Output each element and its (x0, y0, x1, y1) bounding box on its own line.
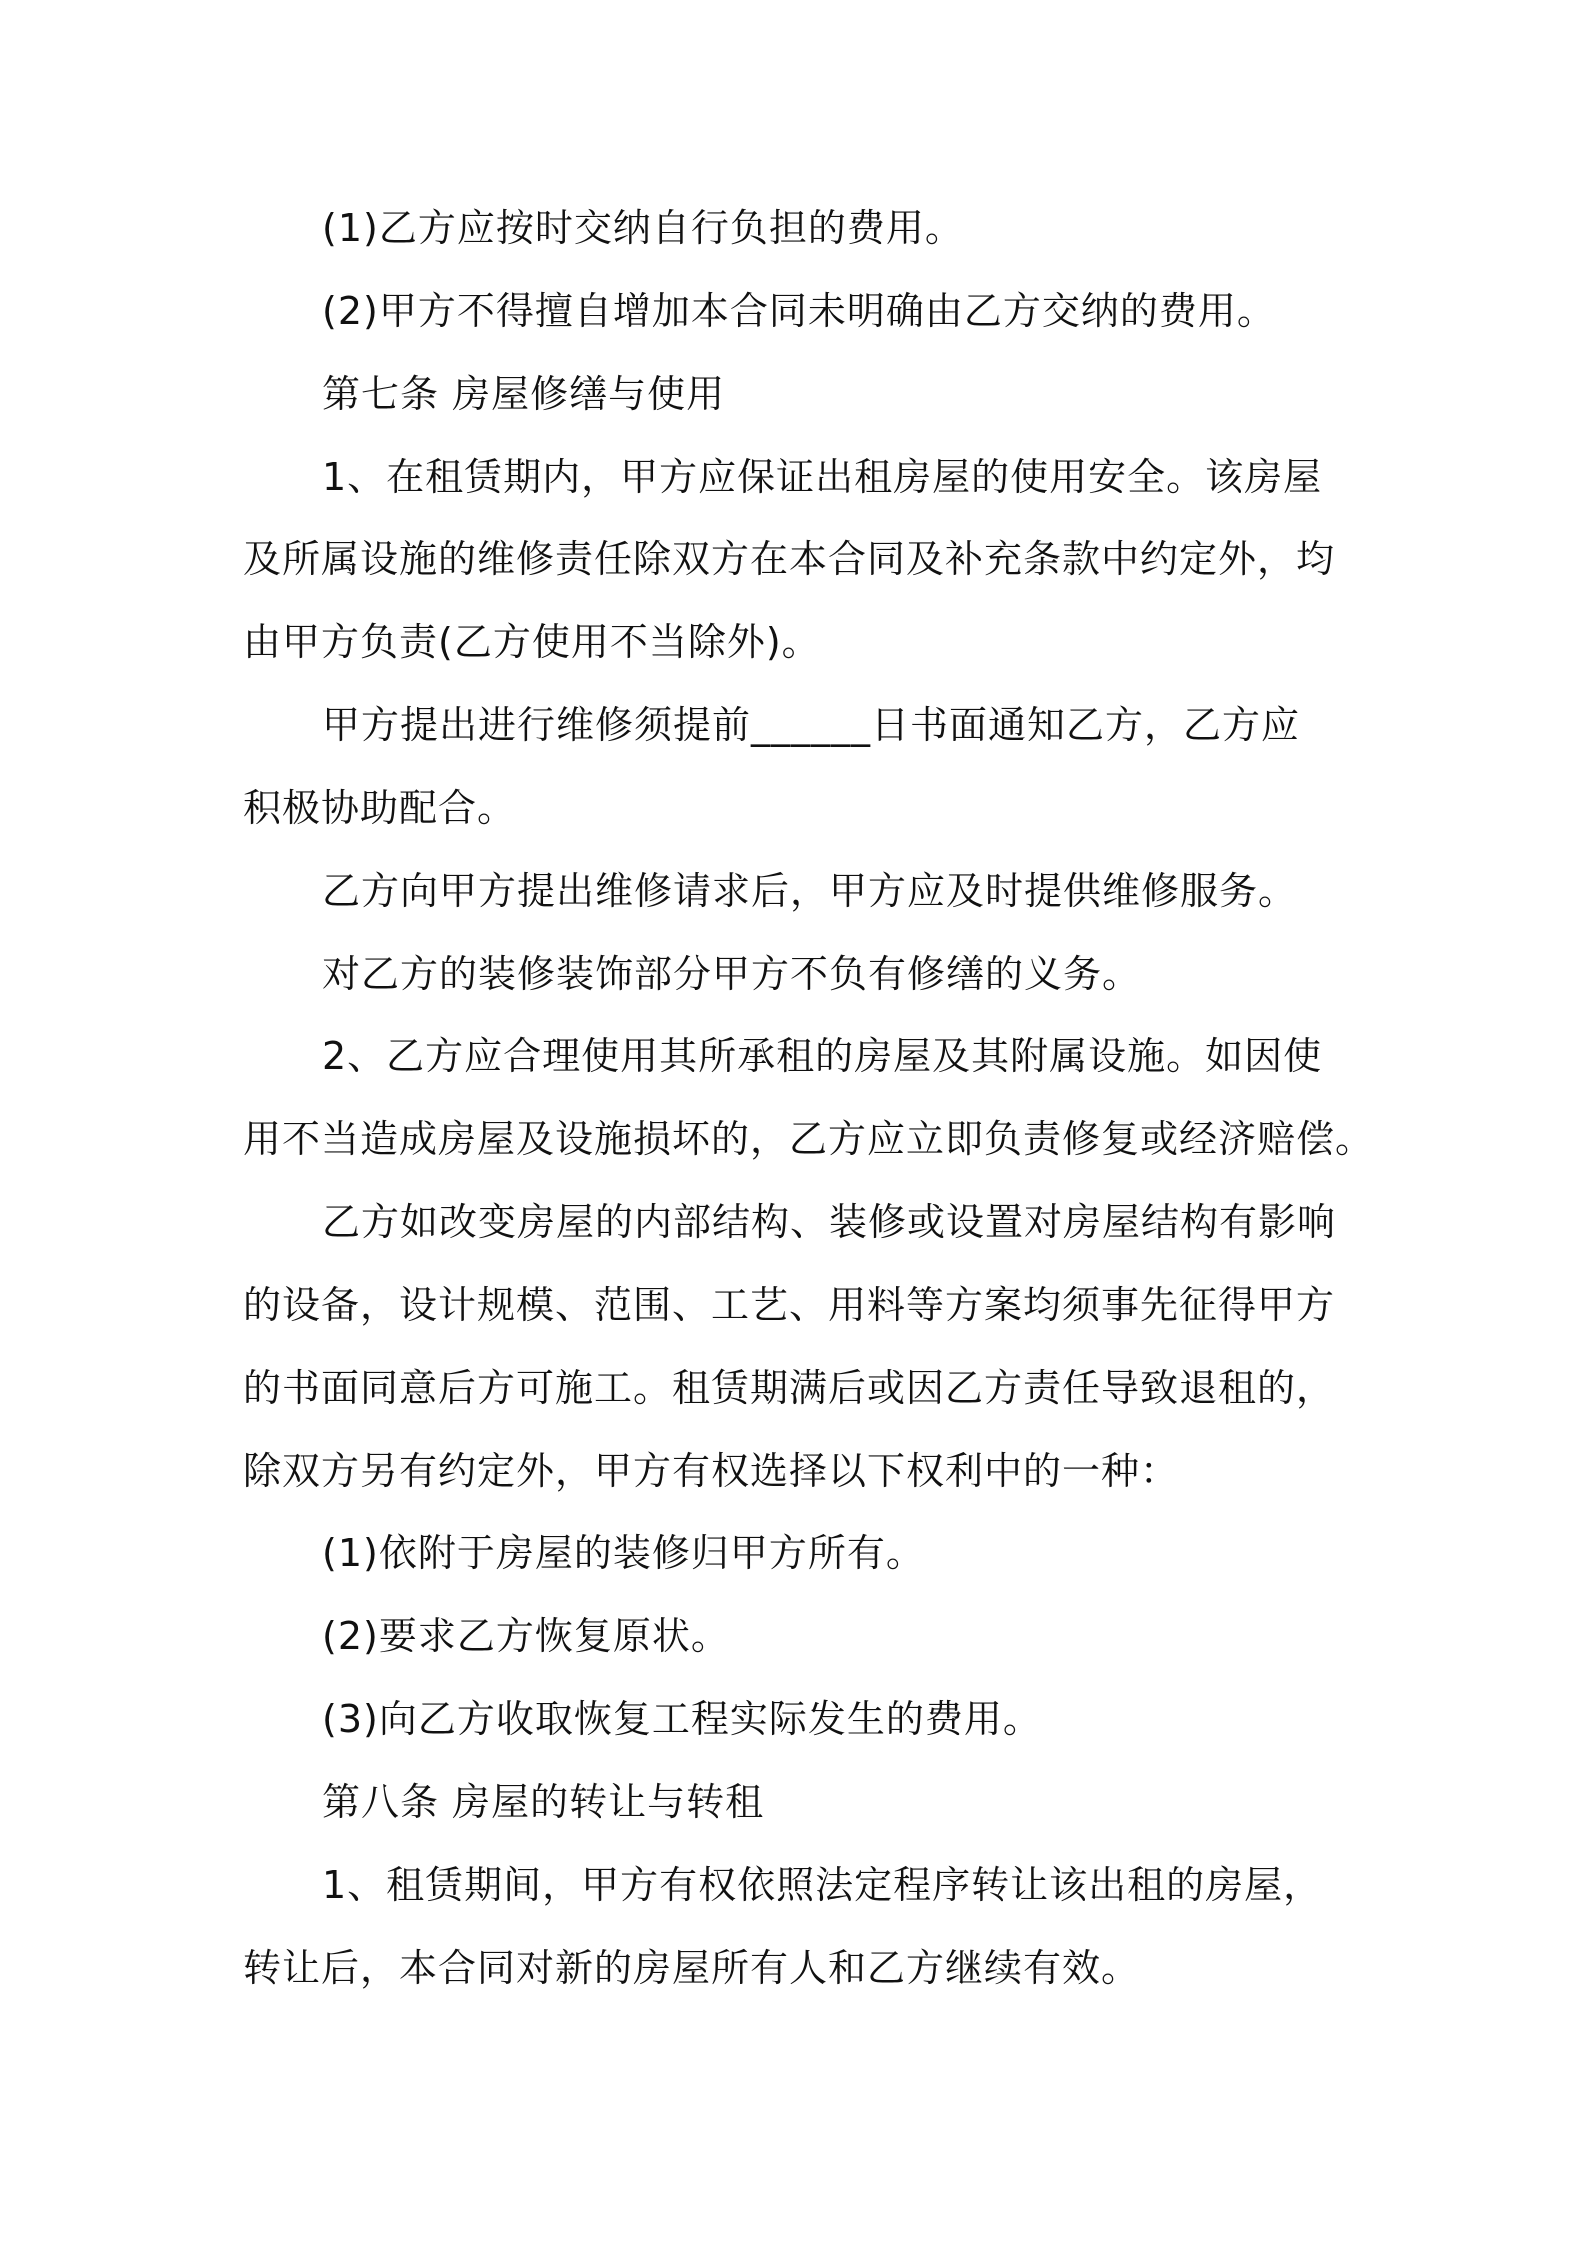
text-line: 转让后，本合同对新的房屋所有人和乙方继续有效。 (243, 1946, 1141, 1990)
text-line: 1、租赁期间，甲方有权依照法定程序转让该出租的房屋， (322, 1863, 1323, 1907)
text-line: 及所属设施的维修责任除双方在本合同及补充条款中约定外，均 (243, 537, 1336, 581)
text-line: (1)依附于房屋的装修归甲方所有。 (322, 1531, 925, 1575)
text-line: (3)向乙方收取恢复工程实际发生的费用。 (322, 1697, 1042, 1741)
text-line: 积极协助配合。 (243, 786, 517, 830)
text-line: 2、乙方应合理使用其所承租的房屋及其附属设施。如因使 (322, 1034, 1323, 1078)
article-heading: 第八条 房屋的转让与转租 (322, 1780, 765, 1824)
text-line: (2)甲方不得擅自增加本合同未明确由乙方交纳的费用。 (322, 289, 1276, 333)
text-line: 乙方向甲方提出维修请求后，甲方应及时提供维修服务。 (322, 869, 1298, 913)
text-line: 的书面同意后方可施工。租赁期满后或因乙方责任导致退租的， (243, 1366, 1336, 1410)
text-line: 乙方如改变房屋的内部结构、装修或设置对房屋结构有影响 (322, 1200, 1337, 1244)
text-line: 由甲方负责(乙方使用不当除外)。 (243, 620, 821, 664)
text-line: (2)要求乙方恢复原状。 (322, 1614, 730, 1658)
text-line: 的设备，设计规模、范围、工艺、用料等方案均须事先征得甲方 (243, 1283, 1336, 1327)
text-line: 用不当造成房屋及设施损坏的，乙方应立即负责修复或经济赔偿。 (243, 1117, 1375, 1161)
text-line: 除双方另有约定外，甲方有权选择以下权利中的一种： (243, 1449, 1180, 1493)
text-line: 甲方提出进行维修须提前______日书面通知乙方，乙方应 (322, 703, 1301, 747)
text-line: 1、在租赁期内，甲方应保证出租房屋的使用安全。该房屋 (322, 455, 1323, 499)
article-heading: 第七条 房屋修缮与使用 (322, 372, 726, 416)
text-line: (1)乙方应按时交纳自行负担的费用。 (322, 206, 964, 250)
text-line: 对乙方的装修装饰部分甲方不负有修缮的义务。 (322, 952, 1142, 996)
